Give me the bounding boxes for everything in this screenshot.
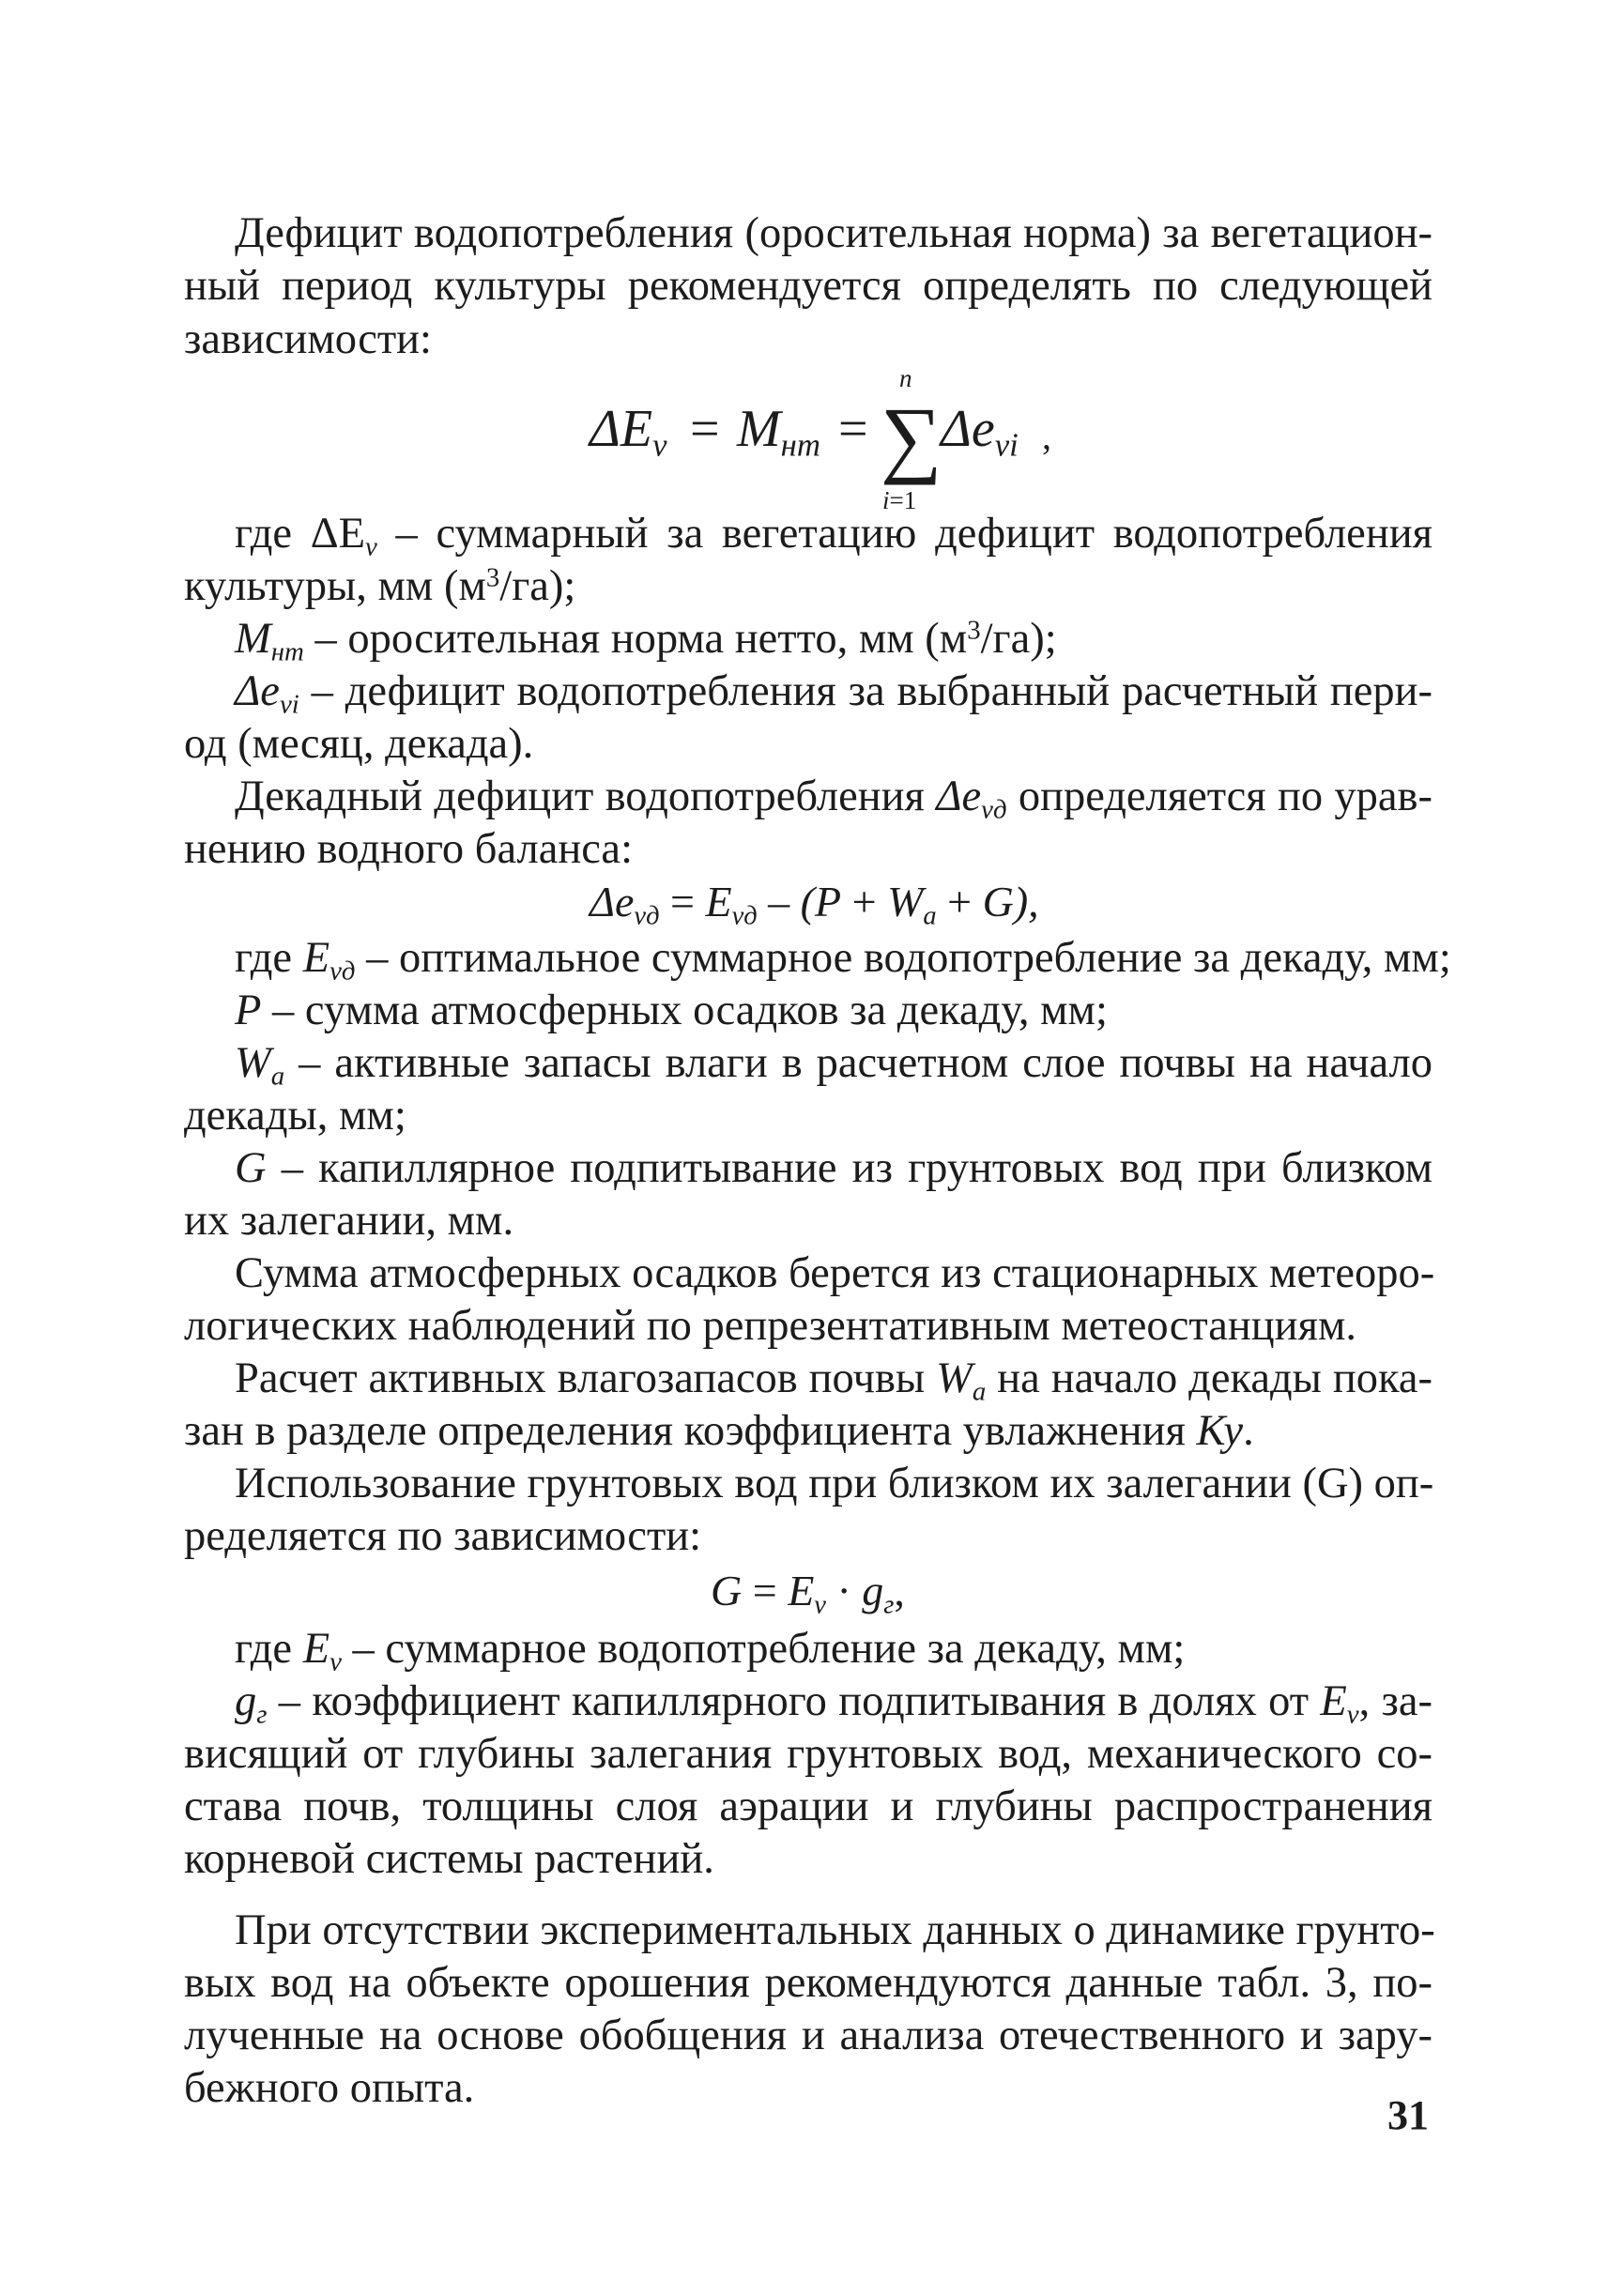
formula-term: $\Delta e_{vi}$: [941, 400, 1019, 464]
formula-eq2: =: [838, 400, 868, 458]
formula-groundwater-use: $G = E_v \cdot g_г$,: [711, 1567, 905, 1620]
text-line: G – капиллярное подпитывание из грунтовых вод при близком: [235, 1144, 1432, 1192]
text-line: зависимости:: [184, 315, 432, 363]
text-line: $W_a$ – активные запасы влаги в расчетном слое почвы на начало: [235, 1039, 1432, 1092]
text-line: их залегании, мм.: [184, 1197, 514, 1245]
text-line: Расчет активных влагозапасов почвы $W_a$ на начало декады пока-: [235, 1354, 1432, 1407]
text-line: где $E_v$ – суммарное водопотребление за декаду, мм;: [235, 1625, 1186, 1677]
text-line: Использование грунтовых вод при близком их залегании (G) оп-: [235, 1460, 1434, 1507]
sum-lower-limit: i=1: [882, 486, 917, 514]
text-line: $\Delta e_{vi}$ – дефицит водопотребления за выбранный расчетный пери-: [235, 667, 1432, 720]
text-line: висящий от глубины залегания грунтовых вод, механического со-: [184, 1730, 1432, 1778]
text-line: декады, мм;: [184, 1092, 406, 1140]
text-line: При отсутствии экспериментальных данных о динамике грунто-: [235, 1906, 1435, 1954]
text-line: Декадный дефицит водопотребления $\Delta e_{vд}$ определяется по урав-: [235, 773, 1432, 825]
text-line: бежного опыта.: [184, 2064, 475, 2112]
formula-decade-deficit: $\Delta e_{vд} = E_{vд} - (P + W_a + G)$,: [590, 878, 1039, 931]
text-line: Сумма атмосферных осадков берется из стационарных метеоро-: [235, 1249, 1435, 1297]
text-line: Дефицит водопотребления (оросительная норма) за вегетацион-: [235, 209, 1432, 257]
text-line: нению водного баланса:: [184, 825, 633, 873]
formula-m: $M_{нт}$: [737, 400, 820, 464]
sum-upper-limit: n: [899, 364, 912, 392]
text-line: зан в разделе определения коэффициента увлажнения Ку.: [184, 1407, 1254, 1455]
text-line: од (месяц, декада).: [184, 720, 534, 768]
text-line: ределяется по зависимости:: [184, 1512, 702, 1560]
text-line: где $\Delta E_v$ – суммарный за вегетацию дефицит водопотребления: [235, 510, 1432, 562]
text-line: культуры, мм $(м^3/га)$;: [184, 562, 576, 610]
text-line: вых вод на объекте орошения рекомендуются данные табл. 3, по-: [184, 1959, 1432, 2007]
text-line: P – сумма атмосферных осадков за декаду, мм;: [235, 987, 1108, 1034]
text-line: $M_{нт}$ – оросительная норма нетто, мм $(м^3/га)$;: [235, 615, 1057, 667]
text-line: логических наблюдений по репрезентативным метеостанциям.: [184, 1302, 1357, 1350]
text-line: где $E_{vд}$ – оптимальное суммарное водопотребление за декаду, мм;: [235, 934, 1451, 987]
formula-comma: ,: [1042, 415, 1051, 457]
text-line: лученные на основе обобщения и анализа отечественного и зару-: [184, 2012, 1432, 2059]
text-line: корневой системы растений.: [184, 1835, 714, 1883]
text-line: ный период культуры рекомендуется определять по следующей: [184, 262, 1432, 310]
formula-lhs: $\Delta E_v$: [590, 400, 667, 464]
sigma-symbol: ∑: [881, 390, 942, 485]
text-line: става почв, толщины слоя аэрации и глубины распространения: [184, 1782, 1432, 1830]
text-line: $g_г$ – коэффициент капиллярного подпитывания в долях от $E_v$, за-: [235, 1677, 1432, 1730]
page-number: 31: [1387, 2092, 1429, 2138]
formula-eq: =: [690, 400, 720, 458]
